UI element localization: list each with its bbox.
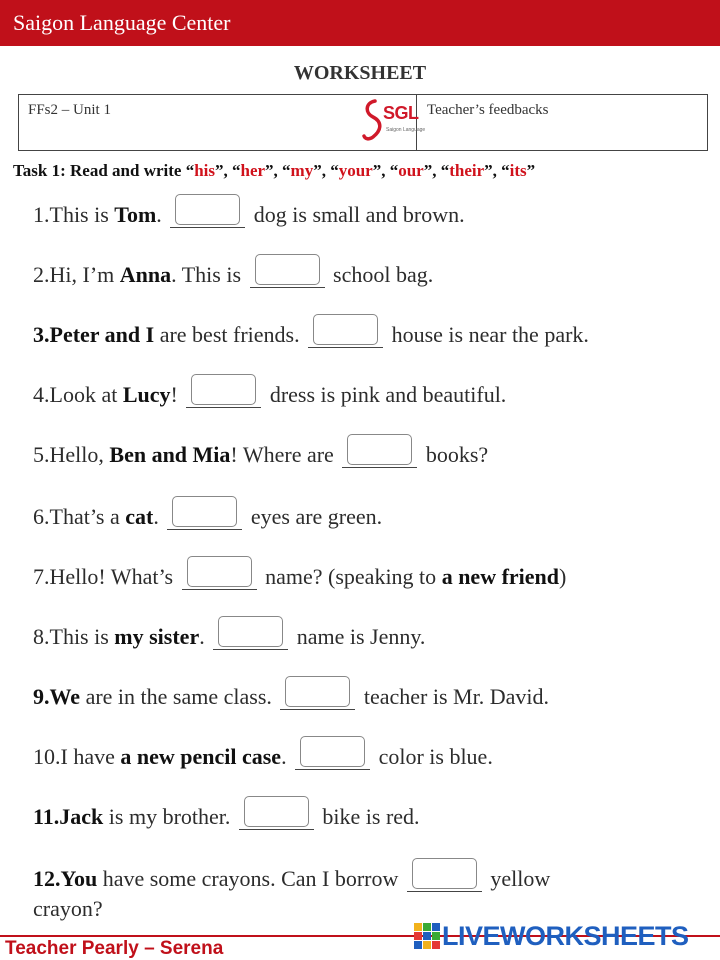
feedback-cell — [417, 95, 707, 150]
q6-mid: . — [153, 504, 159, 529]
center-name: Saigon Language Center — [13, 10, 231, 35]
question-10 — [33, 740, 493, 770]
q2-mid: . This is — [171, 262, 242, 287]
question-2 — [33, 258, 433, 288]
liveworksheets-logo — [414, 922, 689, 950]
word-your: your — [338, 161, 373, 180]
answer-box-9[interactable] — [280, 680, 355, 710]
answer-box-1[interactable] — [170, 198, 245, 228]
q6-bold: cat — [125, 504, 154, 529]
q9-bold: 9.We — [33, 684, 81, 709]
unit-cell — [19, 95, 426, 150]
q12-post: yellow — [490, 866, 551, 891]
liveworksheets-text: LIVEWORKSHEETS — [442, 920, 689, 951]
q5-bold: Ben and Mia — [109, 442, 231, 467]
answer-box-5[interactable] — [342, 438, 417, 468]
q6-post: eyes are green. — [250, 504, 383, 529]
q7-bold: a new friend — [441, 564, 560, 589]
answer-box-7[interactable] — [182, 560, 257, 590]
question-4 — [33, 378, 506, 408]
answer-box-3[interactable] — [308, 318, 383, 348]
q9-post: teacher is Mr. David. — [363, 684, 549, 709]
q10-post: color is blue. — [378, 744, 493, 769]
task-prefix: Task 1: Read and write — [13, 161, 186, 180]
question-8 — [33, 620, 425, 650]
q5-post: books? — [425, 442, 489, 467]
q8-bold: my sister — [114, 624, 200, 649]
word-their: their — [449, 161, 485, 180]
logo-text: SGL — [383, 103, 419, 123]
question-1 — [33, 198, 465, 228]
q8-text: 8.This is — [33, 624, 115, 649]
q5-text: 5.Hello, — [33, 442, 110, 467]
answer-box-12[interactable] — [407, 862, 482, 892]
q7-post: name? (speaking to — [265, 564, 442, 589]
q11-mid: is my brother. — [103, 804, 231, 829]
sgl-logo — [361, 97, 426, 147]
logo-subtext: Saigon Language — [386, 127, 426, 133]
question-5 — [33, 438, 488, 468]
answer-box-4[interactable] — [186, 378, 261, 408]
q8-mid: . — [199, 624, 205, 649]
unit-label: FFs2 – Unit 1 — [28, 102, 111, 118]
q4-post: dress is pink and beautiful. — [269, 382, 507, 407]
liveworksheets-grid-icon — [414, 923, 440, 949]
q1-bold: Tom — [114, 202, 157, 227]
question-12-line2: crayon? — [33, 896, 103, 921]
q4-bold: Lucy — [122, 382, 171, 407]
answer-box-6[interactable] — [167, 500, 242, 530]
info-table — [18, 94, 708, 151]
word-our: our — [398, 161, 424, 180]
word-her: her — [240, 161, 266, 180]
q11-post: bike is red. — [322, 804, 420, 829]
question-12 — [33, 862, 550, 892]
q1-post: dog is small and brown. — [253, 202, 465, 227]
q5-mid: ! Where are — [230, 442, 334, 467]
q4-mid: ! — [170, 382, 178, 407]
answer-box-10[interactable] — [295, 740, 370, 770]
teacher-credit: Teacher Pearly – Serena — [5, 938, 224, 959]
answer-box-11[interactable] — [239, 800, 314, 830]
question-11 — [33, 800, 420, 830]
q12-mid: have some crayons. Can I borrow — [97, 866, 399, 891]
feedback-label: Teacher’s feedbacks — [427, 102, 549, 118]
q6-text: 6.That’s a — [33, 504, 126, 529]
answer-box-8[interactable] — [213, 620, 288, 650]
q10-mid: . — [281, 744, 287, 769]
q2-post: school bag. — [333, 262, 434, 287]
word-his: his — [194, 161, 215, 180]
q1-mid: . — [156, 202, 162, 227]
question-7 — [33, 560, 566, 590]
question-9 — [33, 680, 549, 710]
header-bar — [0, 0, 720, 46]
q7-end: ) — [559, 564, 567, 589]
q12-bold: 12.You — [33, 866, 98, 891]
q3-bold: 3.Peter and I — [33, 322, 155, 347]
question-3 — [33, 318, 589, 348]
q2-text: 2.Hi, I’m — [33, 262, 120, 287]
question-6 — [33, 500, 382, 530]
worksheet-title: WORKSHEET — [293, 62, 427, 84]
q2-bold: Anna — [119, 262, 172, 287]
answer-box-2[interactable] — [250, 258, 325, 288]
q11-bold: 11.Jack — [33, 804, 104, 829]
q3-post: house is near the park. — [391, 322, 589, 347]
q7-text: 7.Hello! What’s — [33, 564, 174, 589]
q3-mid: are best friends. — [154, 322, 300, 347]
word-its: its — [509, 161, 527, 180]
q8-post: name is Jenny. — [296, 624, 426, 649]
q9-mid: are in the same class. — [80, 684, 272, 709]
word-my: my — [290, 161, 314, 180]
q10-text: 10.I have — [33, 744, 121, 769]
task-instruction: Task 1: Read and write “his”, “her”, “my”, “your”, “our”, “their”, “its” — [13, 161, 536, 180]
q4-text: 4.Look at — [33, 382, 123, 407]
q1-text: 1.This is — [33, 202, 115, 227]
q10-bold: a new pencil case — [120, 744, 282, 769]
